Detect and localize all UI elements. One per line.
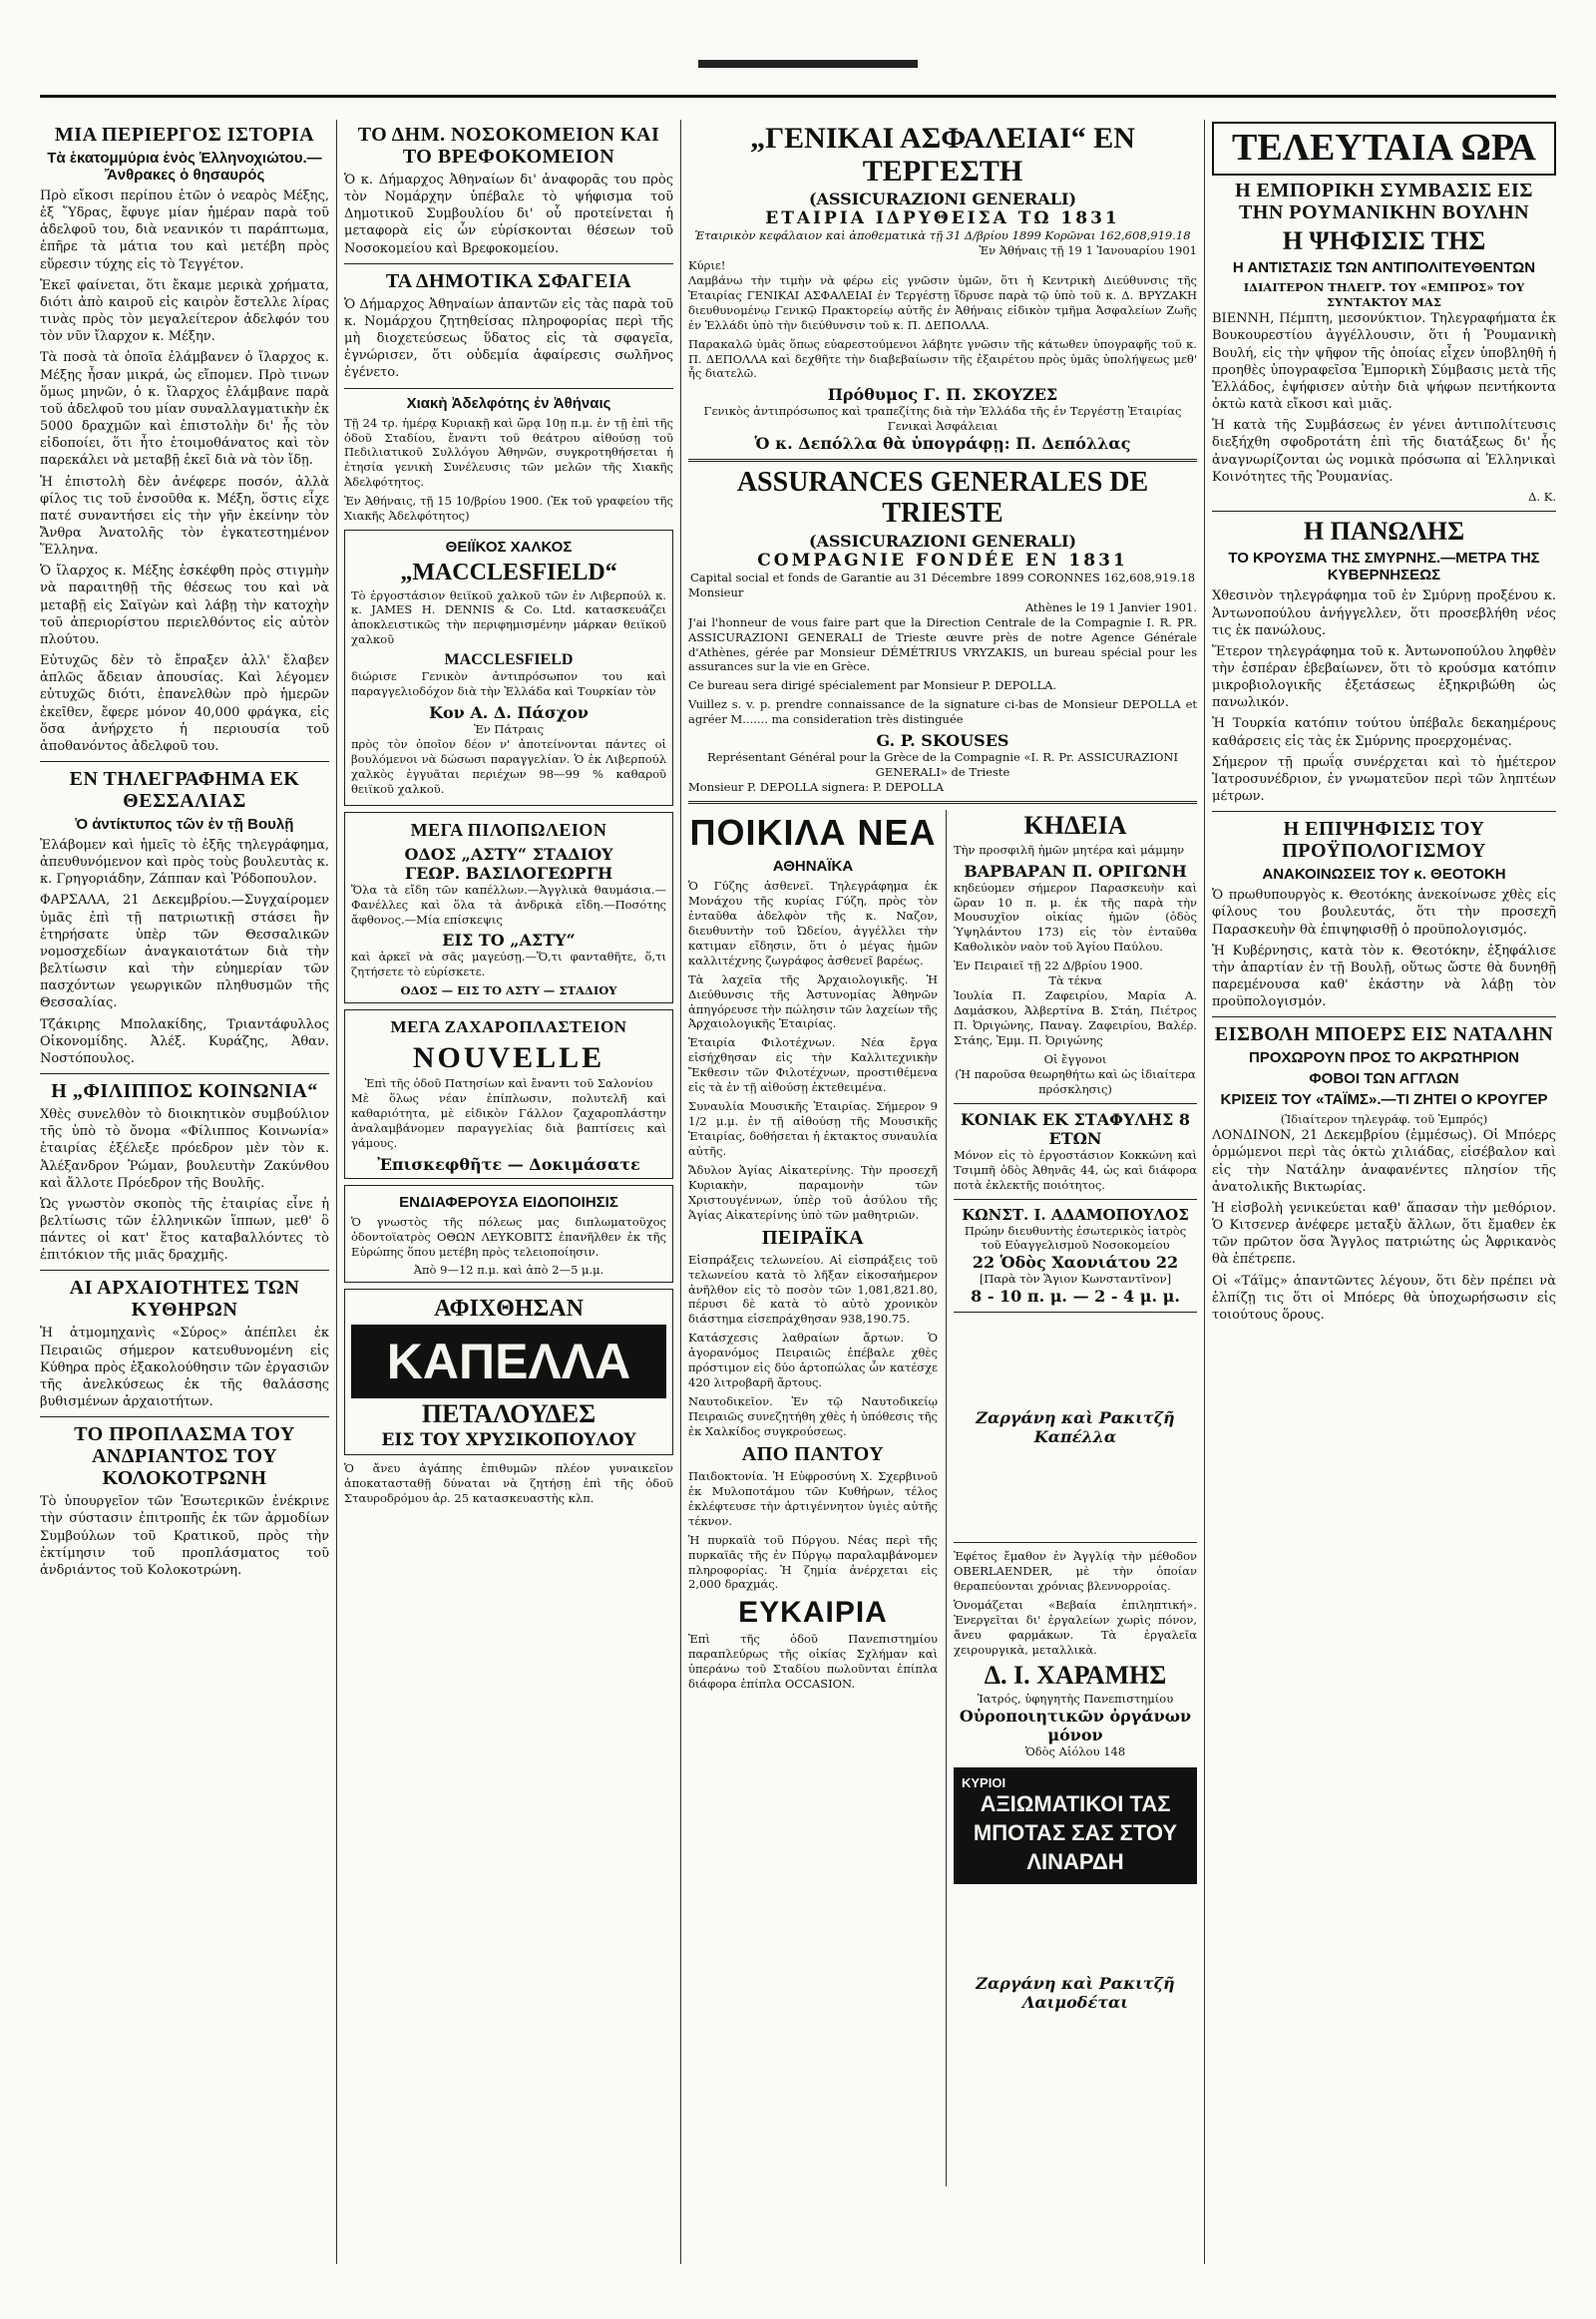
ad-space [954, 1884, 1197, 1974]
ad-grand: Οἱ ἔγγονοι [1043, 1051, 1107, 1066]
ad-note: [Παρὰ τὸν Ἅγιον Κωνσταντῖνον] [979, 1272, 1172, 1287]
divider [688, 459, 1197, 462]
ad-hats-arrival [344, 1289, 673, 1455]
article-text: Οἱ «Τάϊμς» ἀπαντῶντες λέγουν, ὅτι δὲν πρέπει νὰ ἐλπίζῃ τις ὅτι οἱ Μπόερς θὰ ὑποχωρήσωσιν εἰς τοιούτους ὅρους. [1212, 1273, 1556, 1323]
article-text: ΒΙΕΝΝΗ, Πέμπτη, μεσονύκτιον. Τηλεγραφήματα ἐκ Βουκουρεστίου ἀγγέλλουσιν, ὅτι ἡ Ῥουμανικὴ Βουλή, εἰς τὴν ψῆφον τῆς ὁποίας εἶχεν ὑποβληθῆ ἡ προηθὲς ὑπογραφεῖσα Ἐμπορικὴ Σύμβασις μετὰ τῆς Ἑλλάδος, ἐψήφισεν αὐτὴν διὰ ψήφων πεντήκοντα ὀκτὼ κατὰ εἴκοσι καὶ μιᾶς. [1212, 311, 1556, 413]
headline: ΕΝ ΤΗΛΕΓΡΑΦΗΜΑ ΕΚ ΘΕΣΣΑΛΙΑΣ [69, 768, 300, 812]
newspaper-page [40, 120, 1556, 2264]
article-text: Σήμερον τῇ πρωΐᾳ συνέρχεται καὶ τὸ ἡμέτερον Ἰατροσυνέδριον, ἐν γνωματεῦον περὶ τῶν ληπτέων μέτρων. [1212, 754, 1556, 805]
ad-hours: Ἀπὸ 9—12 π.μ. καὶ ἀπὸ 2—5 μ.μ. [413, 1263, 604, 1278]
ad-text: Ζαργάνη καὶ Ρακιτζῆ Καπέλλα [976, 1408, 1175, 1447]
article-text: Ἡ πυρκαϊὰ τοῦ Πύργου. Νέας περὶ τῆς πυρκαϊᾶς τῆς ἐν Πύργῳ παραλαμβάνομεν πληροφορίας. Ἡ ζημία ἀνέρχεται εἰς 2,000 δραχμάς. [688, 1532, 938, 1592]
column-rule [946, 810, 947, 2186]
headline: ΤΟ ΠΡΟΠΛΑΣΜΑ ΤΟΥ ΑΝΔΡΙΑΝΤΟΣ ΤΟΥ ΚΟΛΟΚΟΤΡΩΝΗ [74, 1423, 295, 1490]
article-text: Ἕτερον τηλεγράφημα τοῦ κ. Ἀντωνοπούλου ληφθὲν τὴν ἑσπέραν ἐβεβαίωνεν, ὅτι τὸ κρούσμα κατόπιν μικροβιολογικῆς ἐξετάσεως ἐξηκριβώθη ὡς πανωλικόν. [1212, 643, 1556, 711]
ad-shop: ΕΙΣ ΤΟΥ ΧΡΥΣΙΚΟΠΟΥΛΟΥ [381, 1430, 636, 1451]
article-text: Παρακαλῶ ὑμᾶς ὅπως εὐαρεστούμενοι λάβητε γνῶσιν τῆς κάτωθεν ὑπογραφῆς τοῦ κ. Π. ΔΕΠΟΛΛΑ καὶ δεχθῆτε τὴν διαβεβαίωσιν τῆς ἐξαιρέτου πρὸς ὑμᾶς ὑπολήψεως μεθ' ἧς διατελῶ. [688, 336, 1197, 381]
signature: G. P. SKOUSES [876, 731, 1009, 751]
ad-name: ΟΔΟΣ „ΑΣΤΥ“ ΣΤΑΔΙΟΥ [404, 844, 613, 864]
divider [954, 1542, 1197, 1543]
divider [40, 1270, 329, 1271]
source-line: ΙΔΙΑΙΤΕΡΟΝ ΤΗΛΕΓΡ. ΤΟΥ «ΕΜΠΡΟΣ» ΤΟΥ ΣΥΝΤΑΚΤΟΥ ΜΑΣ [1243, 280, 1525, 310]
headline: ΤΑ ΔΗΜΟΤΙΚΑ ΣΦΑΓΕΙΑ [385, 269, 632, 292]
article-text: Τζάκιρης Μπολακίδης, Τριαντάφυλλος Οἰκονομίδης. Ἀλέξ. Κυράζης, Ἀθαν. Νοστόπουλος. [40, 1016, 329, 1066]
ad-text: πρὸς τὸν ὁποῖον δέον ν' ἀποτείνονται πάντες οἱ βουλόμενοι νὰ δώσωσι παραγγελίαν. Ὁ ἐκ Λιβερπούλ χαλκὸς ἐγγυᾶται περιέχων 98—99 % καθαροῦ θειϊκοῦ χαλκοῦ. [351, 737, 666, 796]
headline: „ΓΕΝΙΚΑΙ ΑΣΦΑΛΕΙΑΙ“ ΕΝ ΤΕΡΓΕΣΤΗ [750, 122, 1135, 188]
masthead-bar [698, 60, 918, 68]
signature-role: Représentant Général pour la Grèce de la Compagnie «I. R. Pr. ASSICURAZIONI GENERALI» de Trieste [706, 750, 1179, 780]
article-text: Ὁ πρωθυπουργὸς κ. Θεοτόκης ἀνεκοίνωσε χθὲς εἰς φίλους του βουλευτάς, ὅτι τὴν προσεχῆ Παρασκευὴν θὰ ἐπιψηφισθῇ ὁ προϋπολογισμός. [1212, 888, 1556, 938]
ad-copper [344, 530, 673, 806]
ad-title: ΚΩΝΣΤ. Ι. ΑΔΑΜΟΠΟΥΛΟΣ [962, 1205, 1189, 1224]
ad-kids: Τὰ τέκνα [1048, 973, 1102, 988]
column-4 [1212, 120, 1556, 2264]
ad-text: Ὅλα τὰ εἴδη τῶν καπέλλων.—Ἀγγλικὰ θαυμάσια.—Φανέλλες καὶ ὅλα τὰ ἀνδρικὰ εἴδη.—Ποσότης ἄφθονος.—Μία επίσκεψις [351, 882, 666, 927]
divider [954, 1312, 1197, 1313]
ad-text: Ὁνομάζεται «Βεβαία ἐπιληπτική». Ἐνεργεῖται δι' ἐργαλείων χωρὶς πόνον, ἄνευ φαρμάκων. Τὰ ἐργαλεῖα χειρουργικὰ, μεταλλικὰ. [954, 1598, 1197, 1657]
subheadline: COMPAGNIE FONDÉE EN 1831 [757, 550, 1128, 571]
subheadline: ΚΡΙΣΕΙΣ ΤΟΥ «ΤΑΪΜΣ».—ΤΙ ΖΗΤΕΙ Ο ΚΡΟΥΓΕΡ [1220, 1091, 1548, 1109]
news-column [688, 810, 938, 1696]
ad-space [954, 1319, 1197, 1408]
ad-text: διώρισε Γενικὸν ἀντιπρόσωπον του καὶ παραγγελιοδόχον διὰ τὴν Ἑλλάδα καὶ Τουρκίαν τὸν [351, 669, 666, 699]
signature: Ὁ κ. Δεπόλλα θὰ ὑπογράφῃ: Π. Δεπόλλας [754, 434, 1131, 454]
subheadline: ΠΡΟΧΩΡΟΥΝ ΠΡΟΣ ΤΟ ΑΚΡΩΤΗΡΙΟΝ [1248, 1049, 1519, 1067]
ad-name: ΒΑΡΒΑΡΑΝ Π. ΟΡΙΓΩΝΗ [964, 861, 1187, 881]
ad-hours: 8 - 10 π. μ. — 2 - 4 μ. μ. [971, 1287, 1180, 1307]
column-3 [688, 120, 1197, 2264]
article-text: Ὁ κ. Δήμαρχος Ἀθηναίων δι' ἀναφορᾶς του πρὸς τὸν Νομάρχην ὑπέβαλε τὸ ψήφισμα τοῦ Δημοτικοῦ Συμβουλίου δι' οὗ προτείνεται ἡ μεταφορὰ εἰς ὧν εὑρίσκονται θέσεων τοῦ Νοσοκομείου καὶ Βρεφοκομείου. [344, 173, 673, 256]
greeting: Κύριε! [688, 257, 726, 272]
column-rule [680, 120, 681, 2264]
column-rule [336, 120, 337, 2264]
ad-cta: ΕΙΣ ΤΟ „ΑΣΤΥ“ [442, 931, 576, 951]
ad-role: Ἰατρός, ὑφηγητὴς Πανεπιστημίου [977, 1692, 1174, 1707]
ad-text: Πρώην διευθυντὴς ἐσωτερικὸς ἰατρὸς τοῦ Εὐαγγελισμοῦ Νοσοκομείου [964, 1223, 1187, 1253]
article-text: Ἐπὶ τῆς ὁδοῦ Πανεπιστημίου παραπλεύρως τῆς οἰκίας Σχλήμαν καὶ ὑπεράνω τοῦ Σταδίου πωλοῦνται ἐπίπλα διάφορα ἐπίπλα OCCASION. [688, 1632, 938, 1692]
signature: Monsieur P. DEPOLLA signera: P. DEPOLLA [688, 780, 944, 795]
column-1 [40, 120, 329, 2264]
ad-boots [954, 1767, 1197, 1884]
source-line: (Ἰδιαίτερον τηλεγράφ. τοῦ Ἐμπρός) [1280, 1112, 1488, 1127]
ad-main: ΚΑΠΕΛΛΑ [351, 1325, 666, 1398]
subheadline: (ASSICURAZIONI GENERALI) [808, 190, 1077, 208]
ad-note: (Ἡ παροῦσα θεωρηθήτω καὶ ὡς ἰδιαίτερα πρόσκλησις) [955, 1066, 1196, 1096]
date-line: Athènes le 19 1 Janvier 1901. [1024, 599, 1197, 614]
article-text: Συναυλία Μουσικῆς Ἑταιρίας. Σήμερον 9 1/2 μ.μ. ἐν τῇ αἰθούσῃ τῆς Μουσικῆς Ἑταιρίας, δοθήσεται ἡ ἐκτακτος συναυλία αὐτῆς. [688, 1099, 938, 1158]
article-text: Ὁ Γύζης ἀσθενεῖ. Τηλεγράφημα ἐκ Μονάχου τῆς κυρίας Γύζη, πρὸς τὸν ἐνταῦθα ἀδελφὸν τῆς κ. Ναζον, διευθυντὴν τοῦ Ὠδείου, ἀγγέλλει τὴν κατιμαν εἴδησιν, ὅτι ὁ μέγας ἡμῶν καλλιτέχνης ζωγράφος ἀσθενεῖ βαρέως. [688, 879, 938, 967]
ad-sub: ΠΕΤΑΛΟΥΔΕΣ [421, 1398, 597, 1428]
ad-address: Ὁδὸς Αἰόλου 148 [1024, 1744, 1126, 1759]
subheadline: ΑΘΗΝΑΪΚΑ [772, 858, 854, 876]
article-text: Ἑταιρία Φιλοτέχνων. Νέα ἔργα εἰσήχθησαν εἰς τὴν Καλλιτεχνικὴν Ἔκθεσιν τῶν Φιλοτέχνων, προστιθέμενα εἰς τὰ ἐν τῇ αἰθούσῃ ἐκτεθειμένα. [688, 1035, 938, 1095]
ad-text: Τὸ ἐργοστάσιον θειϊκοῦ χαλκοῦ τῶν ἐν Λιβερπούλ κ. κ. JAMES H. DENNIS & Co. Ltd. κατασκευάζει ἀποκλειστικῶς τὴν περιφημισμένην μάρκαν θειϊκοῦ χαλκοῦ [351, 587, 666, 647]
ad-brand: MACCLESFIELD [444, 651, 574, 669]
ad-city: Ἐν Πάτραις [473, 722, 545, 737]
article-text: Ἐλάβομεν καὶ ἡμεῖς τὸ ἑξῆς τηλεγράφημα, ἀπευθυνόμενον καὶ πρὸς τοὺς βουλευτὰς κ. κ. Γρηγοριάδην, Ζάππαν καὶ Ῥόδοπουλον. [40, 838, 329, 888]
headline: ΑΠΟ ΠΑΝΤΟΥ [741, 1442, 885, 1465]
ad-name: Δ. Ι. ΧΑΡΑΜΗΣ [984, 1660, 1167, 1690]
divider [1212, 811, 1556, 812]
ad-text: Ὁ γνωστὸς τῆς πόλεως μας διπλωματοῦχος ὀδοντοϊατρὸς ΟΘΩΝ ΛΕΥΚΟΒΙΤΣ ἐπανῆλθεν ἐκ τῆς Εὐρώπης ὅπου μετέβη πρὸς τελειοποίησιν. [351, 1214, 666, 1259]
article-text: Ce bureau sera dirigé spécialement par Monsieur P. DEPOLLA. [688, 678, 1057, 693]
article-text: Εὐτυχῶς δὲν τὸ ἔπραξεν ἀλλ' ἔλαβεν ἁπλῶς ἄδειαν ἀπουσίας. Καὶ λέγομεν εὐτυχῶς διότι, ἐπανελθὼν πρὸ ἡμερῶν ἐκεῖθεν, ἔφερε μόνον 40,000 φράγκα, εἰς ὅσα ἀνήρχετο ἡ περιουσία τοῦ ἀποθανόντος ἀδελφοῦ του. [40, 653, 329, 754]
ad-confectionery [344, 1009, 673, 1178]
article-text: J'ai l'honneur de vous faire part que la Direction Centrale de la Compagnie I. R. PR. ASSICURAZIONI GENERALI de Trieste œuvre près de notre Agence Générale d'Athènes, gérée par Monsieur DÉMÉTRIUS VRYZAKIS, un bureau spécial pour les assurances sur la vie en Grèce. [688, 614, 1197, 674]
ad-text: Μόνον εἰς τὸ ἐργοστάσιον Κοκκώνη καὶ Τσιμπῆ ὁδὸς Ἀθηνᾶς 44, ὡς καὶ διάφορα ποτὰ ἐκλεκτῆς ποιότητος. [954, 1147, 1197, 1192]
ad-dentist [344, 1185, 673, 1284]
ad-text: κηδεύομεν σήμερον Παρασκευὴν καὶ ὥραν 10 π. μ. ἐκ τῆς παρὰ τὴν Μουσυχῖον οἰκίας ἡμῶν (ὁδὸς Ὑψηλάντου 173) εἰς τὸν ἐνταῦθα Καθολικὸν ναὸν τοῦ Ἁγίου Παύλου. [954, 880, 1197, 955]
ad-text: Ζαργάνη καὶ Ρακιτζῆ Λαιμοδέται [976, 1974, 1175, 2013]
headline: ΠΕΙΡΑΪΚΑ [761, 1226, 865, 1249]
top-rule [40, 95, 1556, 98]
subheadline: ΑΝΑΚΟΙΝΩΣΕΙΣ ΤΟΥ κ. ΘΕΟΤΟΚΗ [1262, 866, 1506, 884]
divider [1212, 511, 1556, 512]
ad-brand: NOUVELLE [412, 1040, 605, 1074]
article-text: Ἐκεῖ φαίνεται, ὅτι ἔκαμε μερικὰ χρήματα, διότι ἀπὸ καιροῦ εἰς καιρὸν ἔστελλε λίρας τινὰς πρὸς τὸν μεγαλείτερον ἀδελφόν του τὸν νῦν ἴλαρχον κ. Μέξην. [40, 277, 329, 345]
ad-sub: Ἐπὶ τῆς ὁδοῦ Πατησίων καὶ ἔναντι τοῦ Σαλονίου [364, 1075, 653, 1090]
article-text: Vuillez s. v. p. prendre connaissance de la signature ci-bas de Monsieur DEPOLLA et agréer M....... ma consideration très distinguée [688, 697, 1197, 727]
divider [954, 1199, 1197, 1200]
divider [40, 761, 329, 762]
ad-title: ΜΕΓΑ ΖΑΧΑΡΟΠΛΑΣΤΕΙΟΝ [390, 1017, 627, 1037]
article-text: Χθεσινὸν τηλεγράφημα τοῦ ἐν Σμύρνῃ προξένου κ. Ἀντωνοπούλου ἀνήγγελλεν, ὅτι προσεβλήθη νέος τις ἐκ πανώλους. [1212, 588, 1556, 638]
ad-cta: Ἐπισκεφθῆτε — Δοκιμάσατε [377, 1154, 640, 1174]
subheadline: Χιακὴ Ἀδελφότης ἐν Ἀθήναις [406, 394, 611, 412]
article-text: Ὁ Δήμαρχος Ἀθηναίων ἀπαντῶν εἰς τὰς παρὰ τοῦ κ. Νομάρχου ζητηθείσας πληροφορίας περὶ τῆς μὴ διοχετεύσεως ὕδατος εἰς τὰ σφαγεῖα, ἐγνώρισεν, ὅτι οὐδεμία ἀφαίρεσις σωλῆνος ἐγένετο. [344, 296, 673, 381]
article-text: Τῇ 24 τρ. ἡμέρᾳ Κυριακῇ καὶ ὥρᾳ 10ῃ π.μ. ἐν τῇ ἐπὶ τῆς ὁδοῦ Σταδίου, ἔναντι τοῦ θεάτρου αἰθούσῃ τοῦ Πεδιλιατικοῦ Συλλόγου Ἀθηνῶν, συγκροτηθήσεται ἡ ἐτησία γενικὴ Συνέλευσις τῶν μελῶν τῆς Χιακῆς Ἀδελφότητος. [344, 415, 673, 490]
ad-text: Τὴν προσφιλῆ ἡμῶν μητέρα καὶ μάμμην [954, 842, 1185, 857]
article-text: Παιδοκτονία. Ἡ Εὐφροσύνη Χ. Σχερβινοῦ ἐκ Μυλοποτάμου τῶν Κυθήρων, τέλος ἐκλέφτευσε τὴν ἀρτιγέννητον ὑγιὲς αὐτῆς τέκνον. [688, 1468, 938, 1528]
article-text: ΛΟΝΔΙΝΟΝ, 21 Δεκεμβρίου (ἐμμέσως). Οἱ Μπόερς ὁρμώμενοι περὶ τὰς ὀκτὼ χιλιάδας, εἰσέβαλον καὶ εἰς τὴν Νατάλην ἀναφανέντες πλησίον τῆς ἀνατολικῆς Βικτωρίας. [1212, 1128, 1556, 1195]
greeting: Monsieur [688, 584, 744, 599]
ad-date: Ἐν Πειραιεῖ τῇ 22 Δ/βρίου 1900. [954, 959, 1143, 973]
headline: Η ΠΑΝΩΛΗΣ [1303, 516, 1465, 546]
ad-spec: Οὐροποιητικῶν ὀργάνων μόνον [959, 1707, 1192, 1745]
article-text: Ὁ ἄνευ ἀγάπης ἐπιθυμῶν πλέον γυναικεῖον ἀποκατασταθῇ δύναται νὰ ζητήσῃ ἐπὶ τῆς ὁδοῦ Σταυροδρόμου ἀρ. 25 κατασκευαστὴς κλπ. [344, 1461, 673, 1506]
subheadline: ΤΟ ΚΡΟΥΣΜΑ ΤΗΣ ΣΜΥΡΝΗΣ.—ΜΕΤΡΑ ΤΗΣ ΚΥΒΕΡΝΗΣΕΩΣ [1228, 550, 1540, 584]
signature: Δ. Κ. [1528, 489, 1556, 504]
ad-address: ΟΔΟΣ — ΕΙΣ ΤΟ ΑΣΤΥ — ΣΤΑΔΙΟΥ [400, 983, 617, 998]
divider [344, 263, 673, 264]
article-text: Ἡ Κυβέρνησις, κατὰ τὸν κ. Θεοτόκην, ἐξηφάλισε τὴν ἀπαρτίαν ἐν τῇ Βουλῇ, οὕτως ὥστε θὰ δυνηθῇ παρεμένουσα καθ' ἑκάστην νὰ λάβῃ τὸν προϋπολογισμόν. [1212, 943, 1556, 1010]
ad-title: ΜΕΓΑ ΠΙΛΟΠΩΛΕΙΟΝ [410, 819, 607, 840]
article-text: Ἡ Τουρκία κατόπιν τούτου ὑπέβαλε δεκαημέρους καθάρσεις εἰς τὰς ἐκ Σμύρνης προερχομένας. [1212, 716, 1556, 749]
capital-line: Capital social et fonds de Garantie au 31 Décembre 1899 CORONNES 162,608,919.18 [689, 570, 1196, 584]
subheadline: Η ΨΗΦΙΣΙΣ ΤΗΣ [1282, 225, 1486, 255]
capital-line: Ἑταιρικὸν κεφάλαιον καὶ ἀποθεματικὰ τῇ 31 Δ/βρίου 1899 Κορῶναι 162,608,919.18 [694, 228, 1191, 242]
headline: ΠΟΙΚΙΛΑ ΝΕΑ [689, 812, 937, 854]
article-text: Τὰ λαχεῖα τῆς Ἀρχαιολογικῆς. Ἡ Διεύθυνσις τῆς Ἀστυνομίας Ἀθηνῶν ἀπηγόρευσε τὴν πώλησιν τῶν λαχείων τῆς Ἀρχαιολογικῆς Ἑταιρίας. [688, 971, 938, 1031]
article-text: Λαμβάνω τὴν τιμὴν νὰ φέρω εἰς γνῶσιν ὑμῶν, ὅτι ἡ Κεντρικὴ Διεύθυνσις τῆς Ἑταιρίας ΓΕΝΙΚΑΙ ΑΣΦΑΛΕΙΑΙ ἐν Τεργέστῃ ἵδρυσε παρὰ τῷ ὑπὸ τοῦ κ. Δ. ΒΡΥΖΑΚΗ διευθυνομένῳ Γενικῷ Πρακτορείῳ αὐτῆς ἐν Ἀθήναις εἰδικὸν τμῆμα Ἀσφαλείων Ζωῆς ἐν Ἑλλάδι ὑπὸ τὴν διεύθυνσιν τοῦ κ. Π. ΔΕΠΟΛΛΑ. [688, 272, 1197, 332]
ad-top: ΑΦΙΧΘΗΣΑΝ [434, 1296, 584, 1323]
subheadline: ΦΟΒΟΙ ΤΩΝ ΑΓΓΛΩΝ [1309, 1070, 1459, 1088]
subheadline: Η ΑΝΤΙΣΤΑΣΙΣ ΤΩΝ ΑΝΤΙΠΟΛΙΤΕΥΘΕΝΤΩΝ [1232, 259, 1536, 277]
ads-column [954, 810, 1197, 2012]
divider [344, 388, 673, 389]
headline: ΜΙΑ ΠΕΡΙΕΡΓΟΣ ΙΣΤΟΡΙΑ [54, 124, 315, 146]
headline: ΤΕΛΕΥΤΑΙΑ ΩΡΑ [1212, 122, 1556, 176]
article-text: Ἡ εἰσβολὴ γενικεύεται καθ' ἅπασαν τὴν μεθόριον. Ὁ Κιτσενερ ἀνέφερε μεταξὺ ἄλλων, ὅτι ἔμαθεν ἐκ τῶν πρῶτον ὅσα Ἄγγλος πατριώτης ὡς Ἀφρικανὸς θὰ ἐπέτρεπε. [1212, 1200, 1556, 1268]
headline: ΕΥΚΑΙΡΙΑ [738, 1596, 888, 1630]
ad-text: Ἐφέτος ἔμαθον ἐν Ἀγγλίᾳ τὴν μέθοδον OBERLAENDER, μὲ τὴν ὁποίαν θεραπεύονται χρόνιας βλεννορροίας. [954, 1549, 1197, 1594]
divider [688, 801, 1197, 804]
ad-owner: ΓΕΩΡ. ΒΑΣΙΛΟΓΕΩΡΓΗ [404, 863, 613, 883]
divider [954, 1103, 1197, 1104]
subheadline: ΕΤΑΙΡΙΑ ΙΔΡΥΘΕΙΣΑ ΤΩ 1831 [765, 208, 1120, 228]
headline: ΑΙ ΑΡΧΑΙΟΤΗΤΕΣ ΤΩΝ ΚΥΘΗΡΩΝ [69, 1277, 300, 1322]
article-text: Εἰσπράξεις τελωνείου. Αἱ εἰσπράξεις τοῦ τελωνείου κατὰ τὸ λῆξαν εἰκοσαήμερον ἀνῆλθον εἰς τὸ ποσὸν τῶν 1,081,821.80, πέρυσι δὲ κατὰ τὸ αὐτὸ χρονικὸν διάστημα εἰσεπράχθησαν 938,190.75. [688, 1252, 938, 1327]
ad-text: Ἰουλία Π. Ζαφειρίου, Μαρία Α. Δαμάσκου, Ἀλβερτίνα Β. Στάη, Πιέτρος Π. Ὀριγώνης, Παναγ. Ζαφειρίου, Βαλέρ. Στάης, Ἐμμ. Π. Ὀριγώνης [954, 988, 1197, 1047]
headline: ΤΟ ΔΗΜ. ΝΟΣΟΚΟΜΕΙΟΝ ΚΑΙ ΤΟ ΒΡΕΦΟΚΟΜΕΙΟΝ [357, 124, 660, 168]
signature-role: Γενικὸς ἀντιπρόσωπος καὶ τραπεζίτης διὰ τὴν Ἑλλάδα τῆς ἐν Τεργέστῃ Ἑταιρίας Γενικαὶ Ἀσφάλειαι [703, 404, 1182, 434]
divider [1212, 1016, 1556, 1017]
article-text: Ὡς γνωστὸν σκοπὸς τῆς ἑταιρίας εἶνε ἡ βελτίωσις τῶν ἑλληνικῶν ἵππων, μεθ' ὃ πάντες οἱ κατ' ἔτος καταβαλλόντες τὸ ἐπιτόκιον τῆς μιᾶς δραχμῆς. [40, 1196, 329, 1264]
divider [40, 1416, 329, 1417]
headline: Η ΕΠΙΨΗΦΙΣΙΣ ΤΟΥ ΠΡΟΫΠΟΛΟΓΙΣΜΟΥ [1282, 818, 1486, 863]
lower-section [688, 810, 1197, 2186]
article-text: Ἄδυλον Ἁγίας Αἰκατερίνης. Τὴν προσεχῆ Κυριακὴν, παραμονὴν τῶν Χριστουγέννων, ὑπὲρ τοῦ ἀσύλου τῆς Ἁγίας Αἰκατερίνης ὑπὸ τῶν μαθητριῶν. [688, 1162, 938, 1222]
ad-space [954, 1446, 1197, 1536]
ad-title: ΕΝΔΙΑΦΕΡΟΥΣΑ ΕΙΔΟΠΟΙΗΣΙΣ [399, 1193, 618, 1211]
ad-hats [344, 812, 673, 1003]
headline: ASSURANCES GENERALES DE TRIESTE [736, 467, 1149, 530]
article-text: Τὸ ὑπουργεῖον τῶν Ἐσωτερικῶν ἐνέκρινε τὴν σύστασιν ἐπιτροπῆς ἐκ τῶν ἀρμοδίων Συμβούλων τοῦ Κρατικοῦ, πρὸς τὴν ἐκτίμησιν τοῦ προπλάσματος τοῦ ἀνδριάντος τοῦ Κολοκοτρώνη. [40, 1494, 329, 1578]
ad-brand: „MACCLESFIELD“ [400, 560, 617, 586]
article-text: Κατάσχεσις λαθραίων ἄρτων. Ὁ ἀγορανόμος Πειραιῶς ἐπέβαλε χθὲς πρόστιμον εἰς δύο ἀρτοπώλας ὧν κατέσχε 420 λιτροβαρῆ ἄρτους. [688, 1331, 938, 1390]
ad-main: ΑΞΙΩΜΑΤΙΚΟΙ ΤΑΣ ΜΠΟΤΑΣ ΣΑΣ ΣΤΟΥ ΛΙΝΑΡΔΗ [973, 1791, 1178, 1874]
article-text: Ὁ ἴλαρχος κ. Μέξης ἐσκέφθη πρὸς στιγμὴν νὰ παραιτηθῇ τῆς θέσεως του καὶ νὰ μεταβῇ εἰς Σαϊγὼν καὶ λάβῃ τὴν κατοχὴν τοῦ ἀπεριορίστου περιελθόντος εἰς αὐτὸν πλούτου. [40, 564, 329, 647]
ad-top: ΚΥΡΙΟΙ [962, 1775, 1006, 1791]
article-text: Τὰ ποσὰ τὰ ὁποῖα ἐλάμβανεν ὁ ἴλαρχος κ. Μέξης ἦσαν μικρά, ὡς εἴπομεν. Πρὸ τινων ὅμως μηνῶν, ὁ κ. ἴλαρχος ἐλάμβανε παρὰ τοῦ ἀδελφοῦ του μίαν συναλλαγματικὴν ἐκ 5000 δραχμῶν καὶ ἐπιστολὴν δι' ἧς τὸν εἰδοποίει, ὅτι ἦτο ἑτοιμοθάνατος καὶ τὸν παρεκάλει νὰ μεταβῇ ἐκεῖ διὰ νὰ τὸν ἴδῃ. [40, 350, 329, 469]
article-text: Ἡ ἐπιστολὴ δὲν ἀνέφερε ποσόν, ἀλλὰ φίλος τις τοῦ ἐνσοῦθα κ. Μέξη, ὅστις εἶχε πατέ συναντήσει εἰς τὴν γῆν ἐκείνην τὸν Ἄνθρα Ἀνατολῆς τὸν ἐγκατεστημένον Ἕλληνα. [40, 474, 329, 559]
ad-title: ΚΟΝΙΑΚ ΕΚ ΣΤΑΦΥΛΗΣ 8 ΕΤΩΝ [960, 1109, 1191, 1148]
article-text: Ἡ κατὰ τῆς Συμβάσεως ἐν γένει ἀντιπολίτευσις διεξήχθη σφοδροτάτη ἐπὶ τῆς διατάξεως δι' ἧς ἀναγνωρίζονται ὡς νομικὰ πρόσωπα αἱ Ἑλληνικαὶ Κοινότητες τῆς Ῥουμανίας. [1212, 418, 1556, 485]
ad-text: Μὲ ὅλως νέαν ἐπίπλωσιν, πολυτελῆ καὶ καθαριότητα, μὲ εἰδικὸν Γάλλον ζαχαροπλάστην ἀναλαμβάνομεν παραγγελίας διὰ βαπτίσεις καὶ γάμους. [351, 1090, 666, 1150]
column-2 [344, 120, 673, 2264]
subheadline: (ASSICURAZIONI GENERALI) [808, 531, 1077, 551]
ad-address: 22 Ὁδὸς Χαονιάτου 22 [972, 1253, 1179, 1273]
column-rule [1204, 120, 1205, 2264]
headline: Η ΕΜΠΟΡΙΚΗ ΣΥΜΒΑΣΙΣ ΕΙΣ ΤΗΝ ΡΟΥΜΑΝΙΚΗΝ ΒΟΥΛΗΝ [1235, 179, 1533, 223]
ad-title: ΘΕΙΪΚΟΣ ΧΑΛΚΟΣ [445, 539, 573, 557]
ad-agent: Κον Α. Δ. Πάσχον [429, 703, 589, 723]
article-text: Ἡ ἀτμομηχανὶς «Σύρος» ἀπέπλει ἐκ Πειραιῶς σήμερον κατευθυνομένη εἰς Κύθηρα πρὸς ἐξακολούθησιν τῶν ἐργασιῶν τῆς ἀνελκύσεως ἐκ τῆς θαλάσσης βυθισμένων ἀρχαιοτήτων. [40, 1326, 329, 1410]
subheadline: Τὰ ἑκατομμύρια ἑνὸς Ἑλληνοχιώτου.—Ἄνθρακες ὁ θησαυρός [47, 150, 322, 184]
article-text: ΦΑΡΣΑΛΑ, 21 Δεκεμβρίου.—Συγχαίρομεν ὑμᾶς ἐπὶ τῇ πατριωτικῇ στάσει ἣν ἐτηρήσατε ὑπὲρ τῶν Θεσσαλικῶν νομοσχεδίων ἀναγκαιοτάτων διὰ τὴν βελτίωσιν καὶ τὴν εὐημερίαν τῶν πασχόντων γεωργικῶν πληθυσμῶν τῆς Θεσσαλίας. [40, 893, 329, 1011]
subheadline: Ὁ ἀντίκτυπος τῶν ἐν τῇ Βουλῇ [75, 816, 294, 833]
ad-text: καὶ ἀρκεῖ νὰ σᾶς μαγεύσῃ.—Ὅ,τι φανταθῆτε, ὅ,τι ζητήσετε τὸ εὑρίσκετε. [351, 950, 666, 979]
divider [40, 1073, 329, 1074]
date-line: Ἐν Ἀθήναις τῇ 19 1 Ἰανουαρίου 1901 [979, 242, 1197, 257]
article-text: Ἐν Ἀθήναις, τῇ 15 10/βρίου 1900. (Ἐκ τοῦ γραφείου τῆς Χιακῆς Ἀδελφότητος) [344, 494, 673, 524]
headline: ΕΙΣΒΟΛΗ ΜΠΟΕΡΣ ΕΙΣ ΝΑΤΑΛΗΝ [1214, 1023, 1554, 1046]
article-text: Πρὸ εἴκοσι περίπου ἐτῶν ὁ νεαρὸς Μέξης, ἐξ Ὕδρας, ἔφυγε μίαν ἡμέραν παρὰ τοῦ ἀδελφοῦ του, διὰ νεανικόν τι παράπτωμα, ἐπῆρε τὰ μάτια του καὶ μετέβη πρὸς εὕρεσιν τύχης εἰς τὸ Τεγγέτον. [40, 189, 329, 272]
article-text: Ναυτοδικεῖον. Ἐν τῷ Ναυτοδικείῳ Πειραιῶς συνεζητήθη χθὲς ἡ ὑπόθεσις τῆς ἐκ Χαλκίδος συγκρούσεως. [688, 1394, 938, 1438]
article-text: Χθὲς συνελθὸν τὸ διοικητικὸν συμβούλιον τῆς ὑπὸ τὸ ὄνομα «Φίλιππος Κοινωνία» ἑταιρίας ἐξέλεξε πρόεδρον μὲν τὸν κ. Ἀλέξανδρον Ῥώμαν, βουλευτὴν Ζακύνθου καὶ ἄλλοτε Πρόεδρον τῆς Βουλῆς. [40, 1107, 329, 1191]
headline: Η „ΦΙΛΙΠΠΟΣ ΚΟΙΝΩΝΙΑ“ [51, 1080, 318, 1103]
signature: Πρόθυμος Γ. Π. ΣΚΟΥΖΕΣ [827, 385, 1058, 405]
ad-title: ΚΗΔΕΙΑ [1023, 811, 1127, 841]
